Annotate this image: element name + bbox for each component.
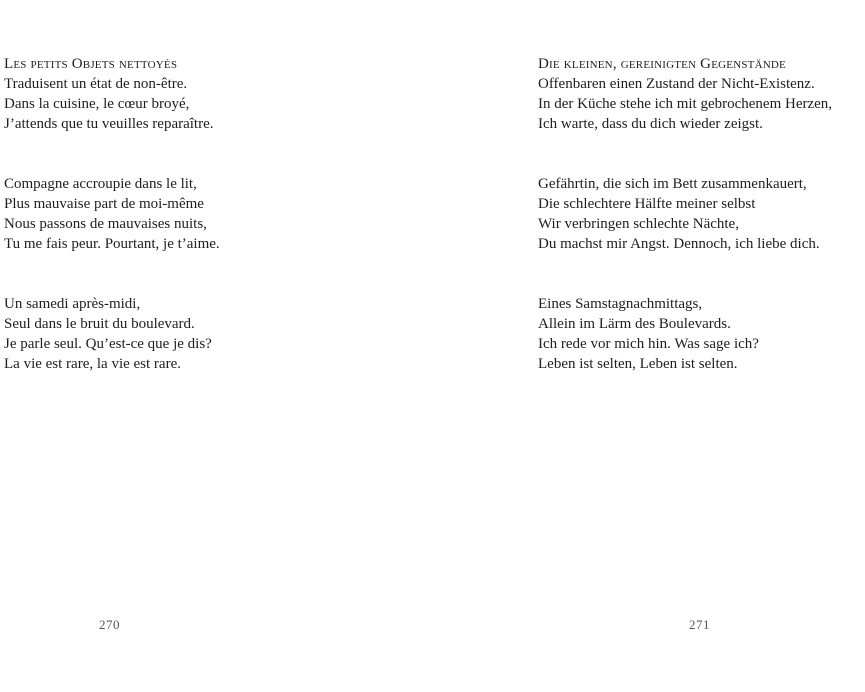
poem-line: Plus mauvaise part de moi-même: [4, 196, 204, 212]
poem-line: Gefährtin, die sich im Bett zusammenkauert,: [538, 176, 807, 192]
poem-line: Un samedi après-midi,: [4, 296, 141, 312]
poem-line: Allein im Lärm des Boulevards.: [538, 316, 731, 332]
right-page: [432, 0, 865, 692]
poem-title: Les petits Objets nettoyés: [4, 56, 178, 72]
poem-line: Du machst mir Angst. Dennoch, ich liebe dich.: [538, 236, 820, 252]
poem-line: Seul dans le bruit du boulevard.: [4, 316, 195, 332]
poem-line: Die schlechtere Hälfte meiner selbst: [538, 196, 756, 212]
page-number-right: 271: [689, 617, 710, 632]
stanza-2: [538, 174, 832, 254]
poem-line: Ich warte, dass du dich wieder zeigst.: [538, 116, 763, 132]
left-page: [0, 0, 432, 692]
poem-line: In der Küche stehe ich mit gebrochenem Herzen,: [538, 96, 833, 112]
poem-line: Tu me fais peur. Pourtant, je t’aime.: [4, 236, 220, 252]
poem-line: Ich rede vor mich hin. Was sage ich?: [538, 336, 759, 352]
poem-line: Compagne accroupie dans le lit,: [4, 176, 197, 192]
poem-line: Offenbaren einen Zustand der Nicht-Existenz.: [538, 76, 815, 92]
stanza-1: [4, 54, 220, 134]
poem-french: [4, 54, 220, 374]
poem-line: Leben ist selten, Leben ist selten.: [538, 356, 738, 372]
poem-german: [538, 54, 832, 374]
poem-line: Dans la cuisine, le cœur broyé,: [4, 96, 190, 112]
poem-line: J’attends que tu veuilles reparaître.: [4, 116, 214, 132]
poem-line: Nous passons de mauvaises nuits,: [4, 216, 207, 232]
poem-line: Je parle seul. Qu’est-ce que je dis?: [4, 336, 212, 352]
poem-line: Traduisent un état de non-être.: [4, 76, 188, 92]
poem-line: Wir verbringen schlechte Nächte,: [538, 216, 739, 232]
poem-title: Die kleinen, gereinigten Gegenstände: [538, 56, 786, 72]
poem-line: La vie est rare, la vie est rare.: [4, 356, 181, 372]
poem-line: Eines Samstagnachmittags,: [538, 296, 703, 312]
stanza-1: [538, 54, 832, 134]
page-number-left: 270: [99, 617, 120, 632]
stanza-3: [538, 294, 832, 374]
stanza-2: [4, 174, 220, 254]
stanza-3: [4, 294, 220, 374]
